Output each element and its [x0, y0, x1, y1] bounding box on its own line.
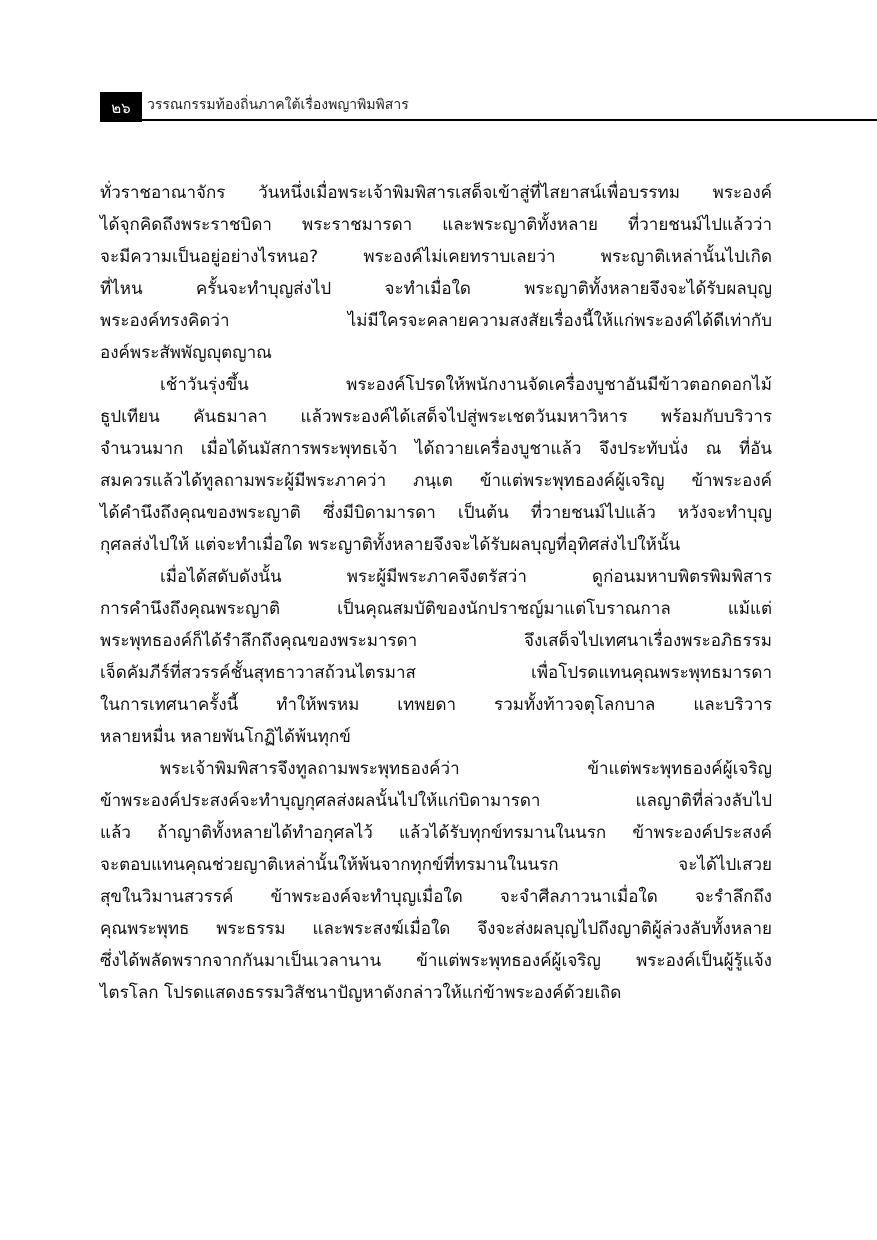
text-line: คุณพระพุทธ พระธรรม และพระสงฆ์เมื่อใด จึงจะส่งผลบุญไปถึงญาติผู้ล่วงลับทั้งหลาย — [100, 919, 772, 939]
text-line: ในการเทศนาครั้งนี้ ทำให้พรหม เทพยดา รวมทั้งท้าวจตุโลกบาล และบริวาร — [100, 695, 772, 715]
header-rule — [142, 119, 877, 121]
text-line: เช้าวันรุ่งขึ้น พระองค์โปรดให้พนักงานจัดเครื่องบูชาอันมีข้าวตอกดอกไม้ — [160, 375, 772, 395]
text-line: องค์พระสัพพัญญุตญาณ — [100, 343, 272, 363]
text-line: จำนวนมาก เมื่อได้นมัสการพระพุทธเจ้า ได้ถวายเครื่องบูชาแล้ว จึงประทับนั่ง ณ ที่อัน — [100, 439, 772, 459]
text-line: ข้าพระองค์ประสงค์จะทำบุญกุศลส่งผลนั้นไปให้แก่บิดามารดา แลญาติที่ล่วงลับไป — [100, 791, 772, 811]
paragraph — [100, 177, 772, 369]
paragraph — [100, 561, 772, 753]
text-line: ทั่วราชอาณาจักร วันหนึ่งเมื่อพระเจ้าพิมพิสารเสด็จเข้าสู่ที่ไสยาสน์เพื่อบรรทม พระองค์ — [100, 183, 772, 203]
text-line: จะมีความเป็นอยู่อย่างไรหนอ? พระองค์ไม่เคยทราบเลยว่า พระญาติเหล่านั้นไปเกิด — [100, 247, 772, 267]
text-line: หลายหมื่น หลายพันโกฏิได้พ้นทุกข์ — [100, 727, 351, 747]
paragraph — [100, 753, 772, 1009]
text-line: กุศลส่งไปให้ แต่จะทำเมื่อใด พระญาติทั้งหลายจึงจะได้รับผลบุญที่อุทิศส่งไปให้นั้น — [100, 535, 681, 555]
text-line: เมื่อได้สดับดังนั้น พระผู้มีพระภาคจึงตรัสว่า ดูก่อนมหาบพิตรพิมพิสาร — [160, 567, 772, 587]
text-line: ได้จุกคิดถึงพระราชบิดา พระราชมารดา และพระญาติทั้งหลาย ที่วายชนม์ไปแล้วว่า — [100, 215, 772, 235]
page-header — [100, 92, 877, 122]
text-line: สมควรแล้วได้ทูลถามพระผู้มีพระภาคว่า ภนฺเต ข้าแต่พระพุทธองค์ผู้เจริญ ข้าพระองค์ — [100, 471, 772, 491]
text-line: เจ็ดคัมภีร์ที่สวรรค์ชั้นสุทธาวาสถ้วนไตรมาส เพื่อโปรดแทนคุณพระพุทธมารดา — [100, 663, 772, 683]
text-line: ที่ไหน ครั้นจะทำบุญส่งไป จะทำเมื่อใด พระญาติทั้งหลายจึงจะได้รับผลบุญ — [100, 279, 772, 299]
text-line: พระองค์ทรงคิดว่า ไม่มีใครจะคลายความสงสัยเรื่องนี้ให้แก่พระองค์ได้ดีเท่ากับ — [100, 311, 772, 331]
running-title: วรรณกรรมท้องถิ่นภาคใต้เรื่องพญาพิมพิสาร — [147, 97, 409, 113]
page-number: ๒๖ — [100, 92, 142, 122]
text-line: สุขในวิมานสวรรค์ ข้าพระองค์จะทำบุญเมื่อใด จะจำศีลภาวนาเมื่อใด จะรำลึกถึง — [100, 887, 772, 907]
body-text — [100, 177, 772, 1009]
text-line: ธูปเทียน คันธมาลา แล้วพระองค์ได้เสด็จไปสู่พระเชตวันมหาวิหาร พร้อมกับบริวาร — [100, 407, 772, 427]
text-line: พระพุทธองค์ก็ได้รำลึกถึงคุณของพระมารดา จึงเสด็จไปเทศนาเรื่องพระอภิธรรม — [100, 631, 772, 651]
text-line: พระเจ้าพิมพิสารจึงทูลถามพระพุทธองค์ว่า ข้าแต่พระพุทธองค์ผู้เจริญ — [160, 759, 772, 779]
text-line: จะตอบแทนคุณช่วยญาติเหล่านั้นให้พ้นจากทุกข์ที่ทรมานในนรก จะได้ไปเสวย — [100, 855, 772, 875]
text-line: ได้คำนึงถึงคุณของพระญาติ ซึ่งมีบิดามารดา เป็นต้น ที่วายชนม์ไปแล้ว หวังจะทำบุญ — [100, 503, 772, 523]
text-line: แล้ว ถ้าญาติทั้งหลายได้ทำอกุศลไว้ แล้วได้รับทุกข์ทรมานในนรก ข้าพระองค์ประสงค์ — [100, 823, 772, 843]
text-line: การคำนึงถึงคุณพระญาติ เป็นคุณสมบัติของนักปราชญ์มาแต่โบราณกาล แม้แต่ — [100, 599, 772, 619]
text-line: ไตรโลก โปรดแสดงธรรมวิสัชนาปัญหาดังกล่าวให้แก่ข้าพระองค์ด้วยเถิด — [100, 983, 622, 1003]
paragraph — [100, 369, 772, 561]
text-line: ซึ่งได้พลัดพรากจากกันมาเป็นเวลานาน ข้าแต่พระพุทธองค์ผู้เจริญ พระองค์เป็นผู้รู้แจ้ง — [100, 951, 772, 971]
